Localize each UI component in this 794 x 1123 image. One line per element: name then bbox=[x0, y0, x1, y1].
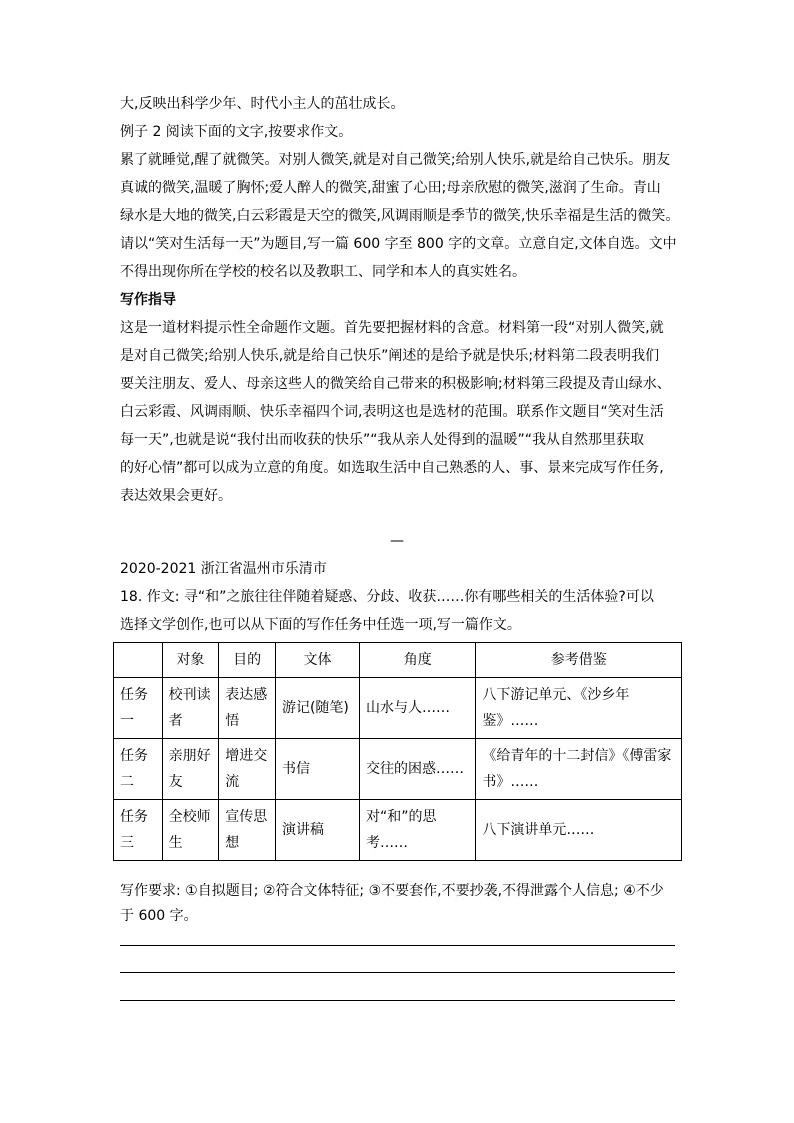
table-row bbox=[114, 739, 682, 800]
prompt-line: 不得出现你所在学校的校名以及教职工、同学和本人的真实姓名。 bbox=[120, 264, 526, 280]
question-line: 18. 作文: 寻“和”之旅往往伴随着疑惑、分歧、收获……你有哪些相关的生活体验?可以 bbox=[120, 589, 654, 605]
task-audience: 校刊读者 bbox=[162, 678, 219, 739]
task-genre: 演讲稿 bbox=[275, 800, 359, 861]
guide-line: 每一天”,也就是说“我付出而收获的快乐”“我从亲人处得到的温暖”“我从自然那里获取 bbox=[120, 432, 644, 448]
prompt-line: 请以“笑对生活每一天”为题目,写一篇 600 字至 800 字的文章。立意自定,文体自选。文中 bbox=[120, 236, 677, 252]
answer-line[interactable] bbox=[120, 1000, 675, 1001]
task-label: 任务一 bbox=[114, 678, 163, 739]
task-reference: 《给青年的十二封信》《傅雷家书》…… bbox=[476, 739, 682, 800]
material-line: 真诚的微笑,温暖了胸怀;爱人醉人的微笑,甜蜜了心田;母亲欣慰的微笑,滋润了生命。青山 bbox=[120, 180, 661, 196]
guide-line: 这是一道材料提示性全命题作文题。首先要把握材料的含意。材料第一段“对别人微笑,就 bbox=[120, 320, 664, 336]
table-header-cell: 目的 bbox=[219, 643, 276, 678]
material-line: 绿水是大地的微笑,白云彩霞是天空的微笑,风调雨顺是季节的微笑,快乐幸福是生活的微笑。 bbox=[120, 208, 680, 224]
table-row bbox=[114, 678, 682, 739]
task-audience: 亲朋好友 bbox=[162, 739, 219, 800]
guide-heading: 写作指导 bbox=[120, 292, 176, 308]
guide-line: 白云彩霞、风调雨顺、快乐幸福四个词,表明这也是选材的范围。联系作文题目“笑对生活 bbox=[120, 404, 664, 420]
table-header-row bbox=[114, 643, 682, 678]
material-line: 累了就睡觉,醒了就微笑。对别人微笑,就是对自己微笑;给别人快乐,就是给自己快乐。朋友 bbox=[120, 152, 671, 168]
table-header-cell: 文体 bbox=[275, 643, 359, 678]
question-line: 选择文学创作,也可以从下面的写作任务中任选一项,写一篇作文。 bbox=[120, 617, 521, 633]
task-angle: 交往的困惑…… bbox=[360, 739, 476, 800]
table-header-cell bbox=[114, 643, 163, 678]
guide-line: 要关注朋友、爱人、母亲这些人的微笑给自己带来的积极影响;材料第三段提及青山绿水、 bbox=[120, 376, 671, 392]
answer-line[interactable] bbox=[120, 972, 675, 973]
table-row bbox=[114, 800, 682, 861]
guide-line: 是对自己微笑;给别人快乐,就是给自己快乐”阐述的是给予就是快乐;材料第二段表明我们 bbox=[120, 348, 660, 364]
task-audience: 全校师生 bbox=[162, 800, 219, 861]
answer-line[interactable] bbox=[120, 945, 675, 946]
requirements-line: 写作要求: ①自拟题目; ②符合文体特征; ③不要套作,不要抄袭,不得泄露个人信息; ④不少 bbox=[120, 883, 664, 899]
task-label: 任务三 bbox=[114, 800, 163, 861]
task-angle: 山水与人…… bbox=[360, 678, 476, 739]
task-reference: 八下游记单元、《沙乡年鉴》…… bbox=[476, 678, 682, 739]
table-header-cell: 对象 bbox=[162, 643, 219, 678]
task-angle: 对“和”的思考…… bbox=[360, 800, 476, 861]
task-purpose: 表达感悟 bbox=[219, 678, 276, 739]
task-genre: 书信 bbox=[275, 739, 359, 800]
task-purpose: 宣传思想 bbox=[219, 800, 276, 861]
requirements-line: 于 600 字。 bbox=[120, 908, 198, 924]
task-label: 任务二 bbox=[114, 739, 163, 800]
task-purpose: 增进交流 bbox=[219, 739, 276, 800]
table-header-cell: 参考借鉴 bbox=[476, 643, 682, 678]
task-reference: 八下演讲单元…… bbox=[476, 800, 682, 861]
task-genre: 游记(随笔) bbox=[275, 678, 359, 739]
section-divider: — bbox=[390, 533, 404, 549]
guide-line: 表达效果会更好。 bbox=[120, 488, 232, 504]
guide-line: 的好心情”都可以成为立意的角度。如选取生活中自己熟悉的人、事、景来完成写作任务, bbox=[120, 460, 664, 476]
table-header-cell: 角度 bbox=[360, 643, 476, 678]
source-label: 2020-2021 浙江省温州市乐清市 bbox=[120, 561, 327, 577]
example-title: 例子 2 阅读下面的文字,按要求作文。 bbox=[120, 124, 353, 140]
intro-line: 大,反映出科学少年、时代小主人的茁壮成长。 bbox=[120, 96, 405, 112]
writing-task-table bbox=[113, 642, 682, 861]
